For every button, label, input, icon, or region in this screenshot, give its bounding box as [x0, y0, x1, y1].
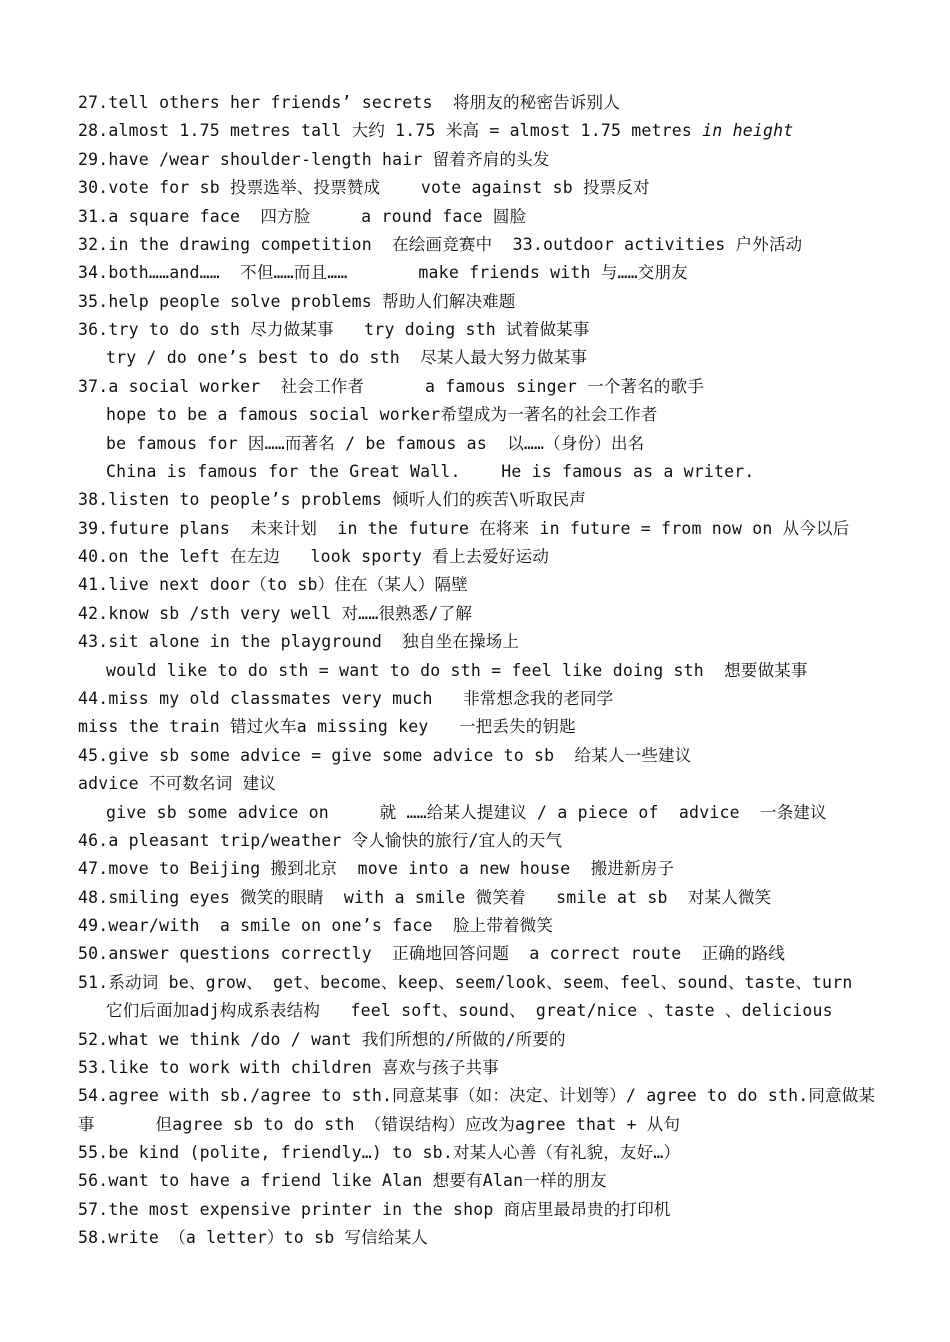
text-line-40: 40.on the left 在左边 look sporty 看上去爱好运动 — [78, 547, 550, 566]
text-line-31: 31.a square face 四方脸 a round face 圆脸 — [78, 207, 527, 226]
text-line-38: 38.listen to people’s problems 倾听人们的疾苦\听取民声 — [78, 490, 586, 509]
text-line-42: 42.know sb /sth very well 对……很熟悉/了解 — [78, 604, 473, 623]
text-line-37-c: be famous for 因……而著名 / be famous as 以……（身份）出名 — [106, 434, 645, 453]
text-line-43: 43.sit alone in the playground 独自坐在操场上 — [78, 632, 520, 651]
text-line-53: 53.like to work with children 喜欢与孩子共事 — [78, 1058, 499, 1077]
text-line-51: 51.系动词 be、grow、 get、become、keep、seem/look、seem、feel、sound、taste、turn — [78, 973, 853, 992]
text-line-37-b: hope to be a famous social worker希望成为一著名的社会工作者 — [106, 405, 658, 424]
text-line-36: 36.try to do sth 尽力做某事 try doing sth 试着做某事 — [78, 320, 590, 339]
text-line-54-b: 事 但agree sb to do sth （错误结构）应改为agree that + 从句 — [78, 1115, 681, 1134]
text-line-47: 47.move to Beijing 搬到北京 move into a new house 搬进新房子 — [78, 859, 675, 878]
text-line-57: 57.the most expensive printer in the shop 商店里最昂贵的打印机 — [78, 1200, 671, 1219]
text-line-45-c: give sb some advice on 就 ……给某人提建议 / a piece of advice 一条建议 — [106, 803, 827, 822]
text-line-43-b: would like to do sth = want to do sth = feel like doing sth 想要做某事 — [106, 661, 808, 680]
text-line-35: 35.help people solve problems 帮助人们解决难题 — [78, 292, 516, 311]
text-line-44-b: miss the train 错过火车a missing key 一把丢失的钥匙 — [78, 717, 576, 736]
text-line-48: 48.smiling eyes 微笑的眼睛 with a smile 微笑着 smile at sb 对某人微笑 — [78, 888, 772, 907]
text-line-27: 27.tell others her friends’ secrets 将朋友的秘密告诉别人 — [78, 93, 620, 112]
text-line-45-b: advice 不可数名词 建议 — [78, 774, 276, 793]
text-line-36-b: try / do one’s best to do sth 尽某人最大努力做某事 — [106, 348, 588, 367]
text-line-45: 45.give sb some advice = give some advice to sb 给某人一些建议 — [78, 746, 692, 765]
text-line-34: 34.both……and…… 不但……而且…… make friends with 与……交朋友 — [78, 263, 688, 282]
text-line-54: 54.agree with sb./agree to sth.同意某事（如：决定、计划等）/ agree to do sth.同意做某 — [78, 1086, 876, 1105]
text-line-41: 41.live next door（to sb）住在（某人）隔壁 — [78, 575, 468, 594]
text-line-46: 46.a pleasant trip/weather 令人愉快的旅行/宜人的天气 — [78, 831, 563, 850]
text-line-28: 28.almost 1.75 metres tall 大约 1.75 米高 = almost 1.75 metres in height — [78, 121, 794, 140]
text-line-39: 39.future plans 未来计划 in the future 在将来 in future = from now on 从今以后 — [78, 519, 850, 538]
text-line-50: 50.answer questions correctly 正确地回答问题 a correct route 正确的路线 — [78, 944, 786, 963]
text-line-32: 32.in the drawing competition 在绘画竞赛中 33.outdoor activities 户外活动 — [78, 235, 803, 254]
text-line-55: 55.be kind (polite, friendly…) to sb.对某人心善（有礼貌，友好…） — [78, 1143, 681, 1162]
text-line-37-d: China is famous for the Great Wall. He is famous as a writer. — [106, 462, 755, 481]
text-line-29: 29.have /wear shoulder-length hair 留着齐肩的头发 — [78, 150, 550, 169]
text-line-56: 56.want to have a friend like Alan 想要有Alan一样的朋友 — [78, 1171, 607, 1190]
text-line-49: 49.wear/with a smile on one’s face 脸上带着微笑 — [78, 916, 554, 935]
text-line-58: 58.write （a letter）to sb 写信给某人 — [78, 1228, 428, 1247]
text-line-44: 44.miss my old classmates very much 非常想念我的老同学 — [78, 689, 614, 708]
text-line-51-b: 它们后面加adj构成系表结构 feel soft、sound、 great/nice 、taste 、delicious — [106, 1001, 833, 1020]
text-line-30: 30.vote for sb 投票选举、投票赞成 vote against sb 投票反对 — [78, 178, 650, 197]
text-line-37: 37.a social worker 社会工作者 a famous singer 一个著名的歌手 — [78, 377, 705, 396]
text-line-52: 52.what we think /do / want 我们所想的/所做的/所要的 — [78, 1030, 566, 1049]
